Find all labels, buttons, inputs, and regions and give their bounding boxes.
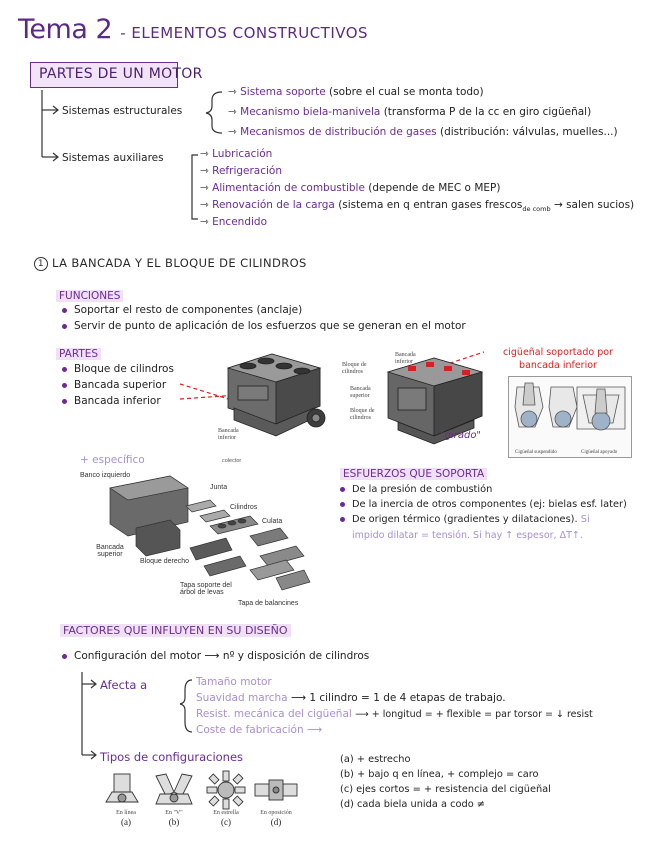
mas-especifico: + específico xyxy=(80,454,145,466)
item-name: Mecanismo biela-manivela xyxy=(240,106,381,118)
funciones-label xyxy=(56,290,123,302)
item-name: Suavidad marcha xyxy=(196,692,288,704)
section-number: 1 xyxy=(34,257,48,271)
label-ciguenal-apoyado: Cigüeñal apoyado xyxy=(581,450,618,455)
tipos-note-c: (c) ejes cortos = + resistencia del cigüeñal xyxy=(340,784,551,795)
label-cilindros: Cilindros xyxy=(230,504,258,511)
section-title: LA BANCADA Y EL BLOQUE DE CILINDROS xyxy=(52,256,307,270)
label-bancada-superior-exploded: Bancada superior xyxy=(96,544,124,558)
auxiliares-item-4: ⇾ Encendido xyxy=(200,216,267,228)
bullet-icon xyxy=(340,487,345,492)
crankshaft-diagram xyxy=(508,376,632,458)
esfuerzos-item-0 xyxy=(340,484,492,495)
auxiliares-item-2: ⇾ Alimentación de combustible (depende de MEC o MEP) xyxy=(200,182,501,194)
label-ciguenal-suspendido: Cigüeñal suspendido xyxy=(515,450,557,455)
estructurales-label: Sistemas estructurales xyxy=(62,105,183,117)
afecta-item-1 xyxy=(196,692,506,704)
page-title xyxy=(18,14,368,45)
partes-text: PARTES xyxy=(56,348,101,360)
item-name: Alimentación de combustible xyxy=(212,182,365,194)
item-note: (sistema en q entran gases frescos xyxy=(338,199,523,211)
item-note-small: de comb xyxy=(522,205,551,214)
afecta-item-2 xyxy=(196,708,593,720)
item-note: ⟶ 1 cilindro = 1 de 4 etapas de trabajo. xyxy=(290,692,506,704)
bullet-icon xyxy=(62,383,67,388)
auxiliares-item-1: ⇾ Refrigeración xyxy=(200,165,283,177)
item-name: Resist. mecánica del cigüeñal xyxy=(196,708,352,720)
config-fig-en-v xyxy=(152,772,196,808)
item-text: Bancada inferior xyxy=(74,395,161,407)
bullet-icon xyxy=(340,502,345,507)
label-girado: "girado" xyxy=(440,430,482,441)
label-colector: colector xyxy=(222,458,242,464)
item-note: (transforma P de la cc en giro cigüeñal) xyxy=(383,106,592,118)
bullet-icon xyxy=(62,308,67,313)
label-bancada-inferior-top: Bancada inferior xyxy=(395,352,416,365)
partes-item-1 xyxy=(62,379,166,391)
funciones-item-0 xyxy=(62,304,302,316)
estructurales-item-1: ⇾ Mecanismo biela-manivela (transforma P de la cc en giro cigüeñal) xyxy=(228,106,592,118)
tipos-note-b: (b) + bajo q en línea, + complejo = caro xyxy=(340,769,539,780)
funciones-text: FUNCIONES xyxy=(56,290,123,302)
esfuerzos-text: ESFUERZOS QUE SOPORTA xyxy=(340,468,487,480)
item-name: Tamaño motor xyxy=(196,676,272,688)
item-name: Renovación de la carga xyxy=(212,199,335,211)
item-text: Bancada superior xyxy=(74,379,167,391)
letter: (a) xyxy=(121,817,131,827)
config-fig-en-oposicion xyxy=(254,776,298,806)
configuracion-text: Configuración del motor ⟶ nº y disposición de cilindros xyxy=(74,650,370,662)
caption: En oposición xyxy=(260,810,292,816)
caption: En estrella xyxy=(213,810,239,816)
bullet-icon xyxy=(62,399,67,404)
item-name: Encendido xyxy=(212,216,267,228)
letter: (d) xyxy=(270,817,282,827)
label-culata: Culata xyxy=(262,518,283,525)
esfuerzos-item-2 xyxy=(340,514,590,525)
label-bancada-inferior-left: Bancada inferior xyxy=(218,428,239,441)
item-note-end: → salen sucios) xyxy=(553,199,635,211)
label-bancada-superior: Bancada superior xyxy=(350,386,371,399)
label-tapa-balancines: Tapa de balancines xyxy=(238,600,299,607)
config-caption-b xyxy=(158,810,190,826)
letter: (b) xyxy=(168,817,180,827)
esfuerzos-item-1 xyxy=(340,499,627,510)
label-bloque-cilindros-right: Bloque de cilindros xyxy=(350,408,375,421)
bullet-icon xyxy=(340,517,345,522)
esfuerzos-extra-2: impido dilatar = tensión. Si hay ↑ espesor, ΔT↑. xyxy=(352,530,583,541)
title-main: Tema 2 xyxy=(18,14,113,45)
tipos-note-d: (d) cada biela unida a codo ≠ xyxy=(340,799,486,810)
item-note: (depende de MEC o MEP) xyxy=(368,182,501,194)
afecta-item-0 xyxy=(196,676,272,688)
config-caption-a xyxy=(110,810,142,826)
item-name: Lubricación xyxy=(212,148,273,160)
label-tapa-soporte: Tapa soporte del árbol de levas xyxy=(180,582,232,596)
item-text: De origen térmico (gradientes y dilataciones). xyxy=(352,514,578,525)
bullet-icon xyxy=(62,324,67,329)
item-text: Bloque de cilindros xyxy=(74,363,174,375)
afecta-label: Afecta a xyxy=(100,678,148,692)
config-caption-d xyxy=(254,810,298,826)
funciones-item-1 xyxy=(62,320,466,332)
item-name: Mecanismos de distribución de gases xyxy=(240,126,437,138)
letter: (c) xyxy=(221,817,231,827)
caption: En "V" xyxy=(165,810,183,816)
ciguenal-note: cigüeñal soportado por bancada inferior xyxy=(503,347,613,371)
section1-heading xyxy=(34,256,307,271)
bullet-icon xyxy=(62,654,67,659)
item-note: ⟶ xyxy=(306,724,323,736)
item-note: (distribución: válvulas, muelles...) xyxy=(439,126,618,138)
auxiliares-item-0: ⇾ Lubricación xyxy=(200,148,273,160)
item-note: (sobre el cual se monta todo) xyxy=(329,86,484,98)
estructurales-item-2: ⇾ Mecanismos de distribución de gases (distribución: válvulas, muelles...) xyxy=(228,126,618,138)
auxiliares-label: Sistemas auxiliares xyxy=(62,152,164,164)
label-junta: Junta xyxy=(210,484,228,491)
caption: En línea xyxy=(116,810,136,816)
auxiliares-item-3: ⇾ Renovación de la carga (sistema en q entran gases frescos$_{de comb}$ → salen sucios) xyxy=(200,199,635,214)
label-banco-izquierdo: Banco izquierdo xyxy=(80,472,131,479)
title-sub: - ELEMENTOS CONSTRUCTIVOS xyxy=(120,24,369,42)
partes-item-2 xyxy=(62,395,161,407)
tipos-note-a: (a) + estrecho xyxy=(340,754,411,765)
config-fig-en-estrella xyxy=(206,770,246,810)
partes-label xyxy=(56,348,101,360)
estructurales-item-0: ⇾ Sistema soporte (sobre el cual se monta todo) xyxy=(228,86,484,98)
esfuerzos-extra-1: Si xyxy=(580,514,590,525)
factores-heading xyxy=(60,624,291,637)
tipos-label: Tipos de configuraciones xyxy=(100,750,244,764)
label-bloque-cilindros: Bloque de cilindros xyxy=(342,362,367,375)
bullet-icon xyxy=(62,367,67,372)
partes-motor-heading: PARTES DE UN MOTOR xyxy=(30,62,178,88)
item-name: Refrigeración xyxy=(212,165,283,177)
factores-text: FACTORES QUE INFLUYEN EN SU DISEÑO xyxy=(60,624,291,637)
config-fig-en-linea xyxy=(104,772,144,808)
item-name: Coste de fabricación xyxy=(196,724,304,736)
item-note: ⟶ + longitud = + flexible = par torsor = ↓ resist xyxy=(355,709,593,720)
esfuerzos-label xyxy=(340,468,487,480)
item-text: De la presión de combustión xyxy=(352,484,493,495)
item-name: Sistema soporte xyxy=(240,86,326,98)
item-text: De la inercia de otros componentes (ej: bielas esf. later) xyxy=(352,499,627,510)
partes-item-0 xyxy=(62,363,174,375)
item-text: Soportar el resto de componentes (anclaje) xyxy=(74,304,303,316)
label-bloque-derecho: Bloque derecho xyxy=(140,558,190,565)
config-caption-c xyxy=(208,810,244,826)
item-text: Servir de punto de aplicación de los esfuerzos que se generan en el motor xyxy=(74,320,466,332)
afecta-item-3 xyxy=(196,724,322,736)
configuracion-line xyxy=(62,650,369,662)
